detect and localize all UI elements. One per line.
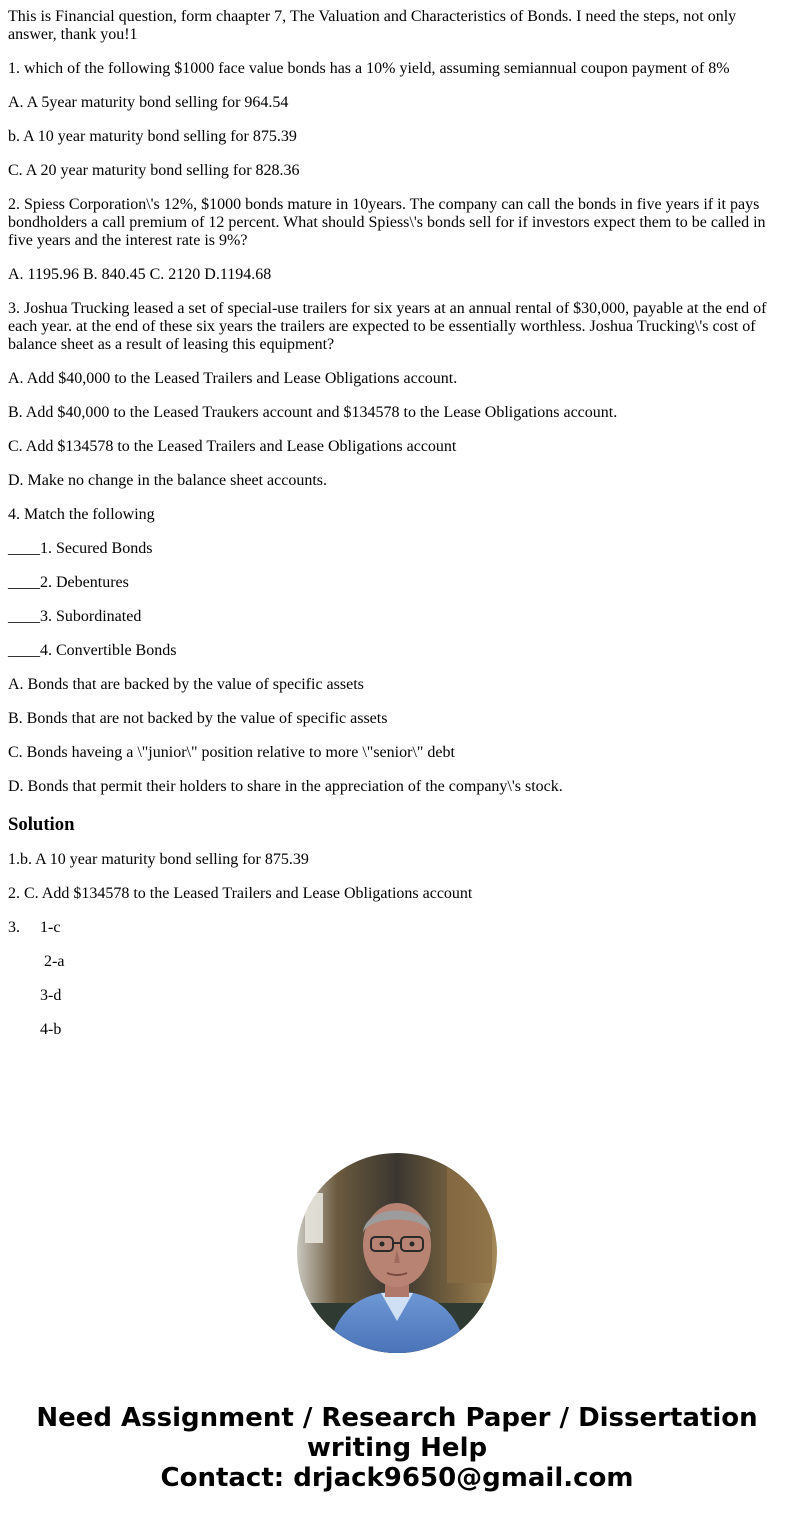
- question-4-item-1: ____1. Secured Bonds: [8, 540, 153, 557]
- question-2-options: A. 1195.96 B. 840.45 C. 2120 D.1194.68: [8, 266, 272, 283]
- question-4-choice-a: A. Bonds that are backed by the value of specific assets: [8, 676, 364, 693]
- document-body: [8, 0, 778, 1055]
- question-4-item-3: ____3. Subordinated: [8, 608, 142, 625]
- question-2-text: 2. Spiess Corporation\'s 12%, $1000 bonds mature in 10years. The company can call the bonds in five years if it pays bondholders a call premium of 12 percent. What should Spiess\'s bonds sell for if investors expect them to be called in five years and the interest rate is 9%?: [8, 196, 766, 249]
- answer-3-row-3: [8, 987, 778, 1005]
- avatar-portrait-icon: [297, 1153, 497, 1353]
- question-3-option-a: A. Add $40,000 to the Leased Trailers and Lease Obligations account.: [8, 370, 458, 387]
- solution-heading: Solution: [8, 814, 75, 835]
- footer-line-1: Need Assignment / Research Paper / Dissertation: [36, 1403, 758, 1433]
- question-4-item-4: ____4. Convertible Bonds: [8, 642, 177, 659]
- footer-contact: Contact: drjack9650@gmail.com: [160, 1463, 634, 1493]
- answer-3-line-3: 3-d: [40, 987, 62, 1004]
- question-1-option-b: b. A 10 year maturity bond selling for 875.39: [8, 128, 297, 145]
- question-3-text: 3. Joshua Trucking leased a set of special-use trailers for six years at an annual rental of $30,000, payable at the end of each year. at the end of these six years the trailers are expected to be essentially worthless. Joshua Trucking\'s cost of balance sheet as a result of leasing this equipment?: [8, 300, 767, 353]
- question-4-item-2: ____2. Debentures: [8, 574, 129, 591]
- answer-3-number: 3.: [8, 919, 20, 936]
- avatar: [297, 1153, 497, 1353]
- question-3-option-c: C. Add $134578 to the Leased Trailers and Lease Obligations account: [8, 438, 457, 455]
- footer-promo: [0, 1403, 794, 1493]
- question-4-choice-b: B. Bonds that are not backed by the value of specific assets: [8, 710, 388, 727]
- answer-3-row-4: [8, 1021, 778, 1039]
- answer-3-row-2: [8, 953, 778, 971]
- question-1-option-c: C. A 20 year maturity bond selling for 828.36: [8, 162, 300, 179]
- question-1-text: 1. which of the following $1000 face value bonds has a 10% yield, assuming semiannual coupon payment of 8%: [8, 60, 730, 77]
- answer-1: 1.b. A 10 year maturity bond selling for 875.39: [8, 851, 309, 868]
- question-4-text: 4. Match the following: [8, 506, 155, 523]
- answer-3-line-4: 4-b: [40, 1021, 62, 1038]
- footer-line-2: writing Help: [306, 1433, 488, 1463]
- question-3-option-d: D. Make no change in the balance sheet accounts.: [8, 472, 327, 489]
- question-4-choice-d: D. Bonds that permit their holders to share in the appreciation of the company\'s stock.: [8, 778, 563, 795]
- question-1-option-a: A. A 5year maturity bond selling for 964.54: [8, 94, 289, 111]
- answer-3-row-1: [8, 919, 778, 937]
- answer-3-line-1: 1-c: [40, 919, 61, 936]
- question-4-choice-c: C. Bonds haveing a \"junior\" position relative to more \"senior\" debt: [8, 744, 455, 761]
- question-3-option-b: B. Add $40,000 to the Leased Traukers account and $134578 to the Lease Obligations account.: [8, 404, 618, 421]
- answer-2: 2. C. Add $134578 to the Leased Trailers and Lease Obligations account: [8, 885, 473, 902]
- answer-3-line-2: 2-a: [44, 953, 65, 970]
- question-intro: This is Financial question, form chaapter 7, The Valuation and Characteristics of Bonds. I need the steps, not only answer, thank you!1: [8, 8, 737, 43]
